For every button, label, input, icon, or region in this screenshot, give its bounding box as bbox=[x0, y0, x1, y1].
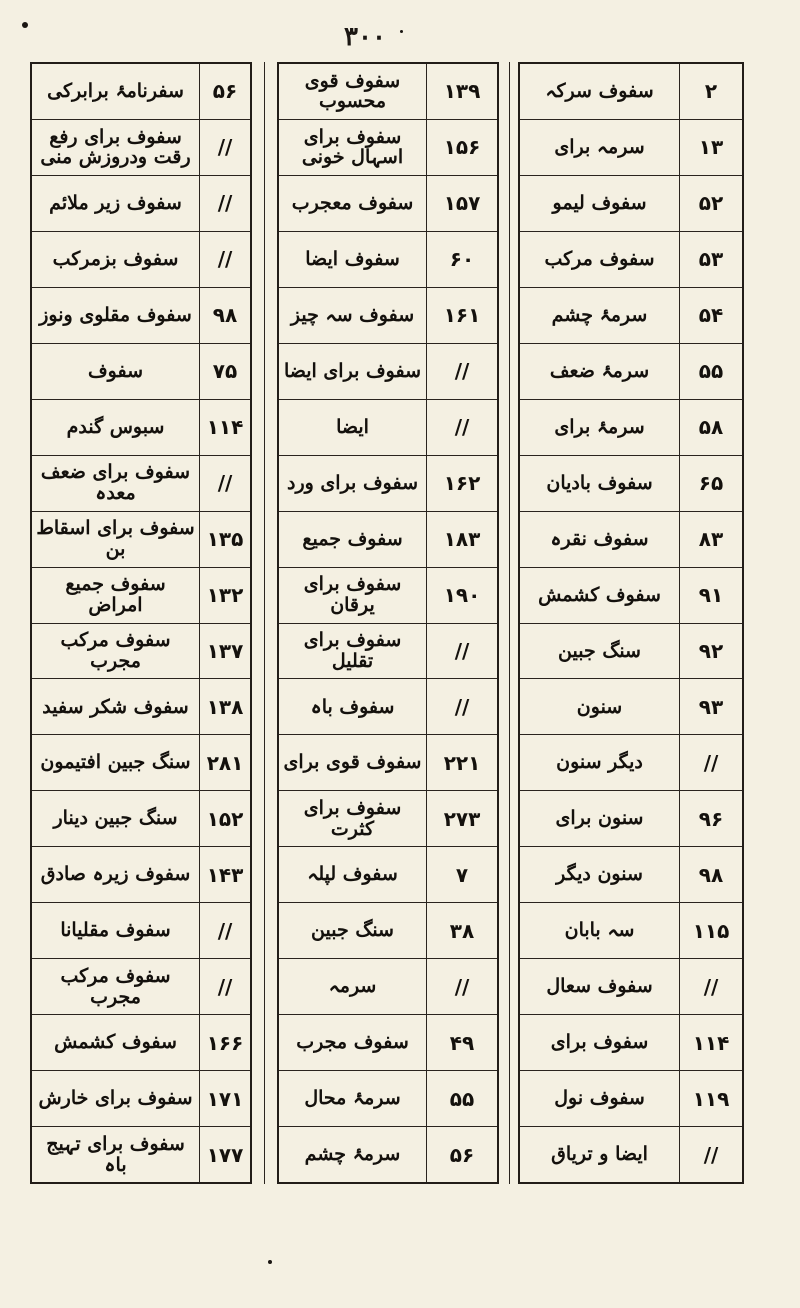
entry-title: سہ بابان bbox=[520, 903, 680, 958]
entry-page-number: ۹۱ bbox=[698, 583, 724, 608]
entry-page-number: ۵۲ bbox=[698, 191, 724, 216]
index-row bbox=[279, 791, 497, 847]
index-row bbox=[279, 1127, 497, 1182]
entry-title: سفوف کشمش bbox=[520, 568, 680, 623]
entry-title: سفوف سرکہ bbox=[520, 64, 680, 119]
index-row bbox=[520, 1127, 742, 1182]
entry-title: سفوف برای اسہال خونی bbox=[279, 120, 427, 175]
index-row bbox=[279, 232, 497, 288]
entry-title: سفوف ایضا bbox=[279, 232, 427, 287]
index-row bbox=[520, 791, 742, 847]
entry-title: سفوف مجرب bbox=[279, 1015, 427, 1070]
entry-title: سنگ جبین bbox=[279, 903, 427, 958]
entry-title: سفوف معجرب bbox=[279, 176, 427, 231]
entry-page-number: ۹۸ bbox=[698, 862, 724, 887]
index-row bbox=[279, 1015, 497, 1071]
entry-page-number: ۱۵۲ bbox=[206, 806, 244, 831]
entry-page-number: ۱۷۷ bbox=[206, 1142, 244, 1167]
entry-title: سفوف bbox=[32, 344, 200, 399]
entry-page-number: ۹۳ bbox=[698, 694, 724, 719]
entry-title: سفوف بادیان bbox=[520, 456, 680, 511]
entry-title: سفوف مرکب مجرب bbox=[32, 624, 200, 679]
index-row bbox=[32, 456, 250, 512]
index-row bbox=[279, 679, 497, 735]
index-row bbox=[32, 903, 250, 959]
entry-page-number: ۸۳ bbox=[698, 527, 724, 552]
index-row bbox=[520, 847, 742, 903]
entry-page-number: // bbox=[217, 191, 233, 216]
entry-page-number: ۱۶۶ bbox=[206, 1030, 244, 1055]
entry-title: سفوف برای تقلیل bbox=[279, 624, 427, 679]
index-row bbox=[32, 1015, 250, 1071]
entry-page-number: // bbox=[217, 974, 233, 999]
index-row bbox=[520, 624, 742, 680]
entry-page-number: ۵۶ bbox=[212, 79, 238, 104]
entry-title: سنگ جبین bbox=[520, 624, 680, 679]
entry-title: سفوف برای کثرت bbox=[279, 791, 427, 846]
entry-title: سفوف کشمش bbox=[32, 1015, 200, 1070]
ink-spot bbox=[400, 30, 403, 33]
index-row bbox=[32, 288, 250, 344]
index-row bbox=[520, 679, 742, 735]
entry-page-number: ۴۹ bbox=[449, 1030, 475, 1055]
entry-title: سفوف شکر سفید bbox=[32, 679, 200, 734]
entry-page-number: ۹۶ bbox=[698, 806, 724, 831]
entry-page-number: ۲۲۱ bbox=[443, 750, 481, 775]
page-number: ۳۰۰ bbox=[344, 22, 386, 52]
entry-page-number: ۱۶۱ bbox=[443, 303, 481, 328]
entry-page-number: ۵۵ bbox=[698, 359, 724, 384]
entry-page-number: // bbox=[217, 918, 233, 943]
entry-title: سفرنامۂ برابرکی bbox=[32, 64, 200, 119]
index-row bbox=[32, 64, 250, 120]
index-row bbox=[520, 400, 742, 456]
entry-page-number: ۶۰ bbox=[449, 247, 475, 272]
index-column-left bbox=[30, 62, 252, 1184]
entry-title: سفوف مرکب bbox=[520, 232, 680, 287]
index-row bbox=[32, 344, 250, 400]
ink-spot bbox=[22, 22, 28, 28]
index-row bbox=[32, 735, 250, 791]
entry-page-number: ۱۶۲ bbox=[443, 471, 481, 496]
index-row bbox=[32, 176, 250, 232]
entry-title: سفوف سہ چیز bbox=[279, 288, 427, 343]
index-row bbox=[32, 232, 250, 288]
index-row bbox=[520, 120, 742, 176]
entry-page-number: // bbox=[217, 247, 233, 272]
index-row bbox=[32, 568, 250, 624]
index-row bbox=[279, 120, 497, 176]
entry-title: سفوف برای bbox=[520, 1015, 680, 1070]
entry-title: سفوف بزمرکب bbox=[32, 232, 200, 287]
entry-title: سفوف نول bbox=[520, 1071, 680, 1126]
index-row bbox=[32, 959, 250, 1015]
entry-title: سفوف باہ bbox=[279, 679, 427, 734]
index-row bbox=[279, 847, 497, 903]
index-row bbox=[279, 344, 497, 400]
entry-page-number: ۱۳۹ bbox=[443, 79, 481, 104]
index-row bbox=[32, 512, 250, 568]
entry-title: سرمۂ چشم bbox=[279, 1127, 427, 1182]
entry-title: سفوف برای خارش bbox=[32, 1071, 200, 1126]
index-row bbox=[520, 735, 742, 791]
entry-page-number: // bbox=[454, 415, 470, 440]
entry-title: سفوف برای یرقان bbox=[279, 568, 427, 623]
index-row bbox=[32, 1127, 250, 1182]
index-row bbox=[520, 903, 742, 959]
entry-title: سفوف زیر ملائم bbox=[32, 176, 200, 231]
entry-title: سنون دیگر bbox=[520, 847, 680, 902]
index-row bbox=[520, 176, 742, 232]
entry-title: سرمۂ محال bbox=[279, 1071, 427, 1126]
entry-title: سفوف قوی برای bbox=[279, 735, 427, 790]
entry-title: سفوف مقلیانا bbox=[32, 903, 200, 958]
index-row bbox=[32, 791, 250, 847]
entry-title: سفوف لپلہ bbox=[279, 847, 427, 902]
index-row bbox=[520, 64, 742, 120]
index-row bbox=[520, 568, 742, 624]
entry-title: سفوف لیمو bbox=[520, 176, 680, 231]
index-row bbox=[520, 1071, 742, 1127]
index-row bbox=[279, 176, 497, 232]
entry-page-number: ۱۳۷ bbox=[206, 639, 244, 663]
index-row bbox=[32, 679, 250, 735]
entry-title: سفوف قوی محسوب bbox=[279, 64, 427, 119]
entry-title: سبوس گندم bbox=[32, 400, 200, 455]
index-row bbox=[32, 1071, 250, 1127]
entry-title: سفوف برای اسقاط بن bbox=[32, 512, 200, 567]
entry-title: سفوف جمیع امراض bbox=[32, 568, 200, 623]
index-row bbox=[279, 64, 497, 120]
entry-page-number: ۱۹۰ bbox=[443, 583, 481, 608]
entry-title: سفوف برای رفع رقت ودروزش منی bbox=[32, 120, 200, 175]
entry-title: سفوف برای ورد bbox=[279, 456, 427, 511]
entry-page-number: ۵۸ bbox=[698, 415, 724, 440]
entry-page-number: ۵۵ bbox=[449, 1086, 475, 1111]
entry-page-number: ۱۱۵ bbox=[692, 918, 730, 943]
entry-page-number: ۱۳۸ bbox=[206, 694, 244, 719]
entry-page-number: ۱۳۵ bbox=[206, 527, 244, 552]
index-row bbox=[279, 959, 497, 1015]
column-divider bbox=[264, 62, 265, 1184]
index-row bbox=[32, 120, 250, 176]
index-row bbox=[520, 456, 742, 512]
entry-page-number: ۶۵ bbox=[698, 471, 724, 496]
entry-page-number: ۱۸۳ bbox=[443, 527, 481, 552]
entry-page-number: ۵۶ bbox=[449, 1142, 475, 1167]
index-row bbox=[32, 624, 250, 680]
entry-title: سفوف سعال bbox=[520, 959, 680, 1014]
entry-page-number: ۱۱۴ bbox=[692, 1030, 730, 1055]
index-row bbox=[520, 959, 742, 1015]
entry-page-number: ۱۱۴ bbox=[206, 415, 244, 440]
index-column-right bbox=[518, 62, 744, 1184]
entry-page-number: ۲ bbox=[704, 79, 718, 104]
entry-page-number: // bbox=[703, 1142, 719, 1167]
entry-page-number: ۵۳ bbox=[698, 247, 724, 272]
index-row bbox=[279, 903, 497, 959]
entry-page-number: ۲۷۳ bbox=[443, 806, 481, 831]
entry-title: سفوف نقرہ bbox=[520, 512, 680, 567]
entry-title: سنون برای bbox=[520, 791, 680, 846]
entry-page-number: ۱۷۱ bbox=[206, 1086, 244, 1111]
index-row bbox=[520, 288, 742, 344]
entry-page-number: ۱۵۶ bbox=[443, 135, 481, 160]
entry-title: سرمۂ چشم bbox=[520, 288, 680, 343]
entry-title: سفوف مقلوی ونوز bbox=[32, 288, 200, 343]
entry-title: سفوف برای تہیج باہ bbox=[32, 1127, 200, 1182]
index-row bbox=[520, 512, 742, 568]
index-row bbox=[32, 400, 250, 456]
entry-page-number: // bbox=[454, 359, 470, 384]
entry-page-number: // bbox=[703, 974, 719, 999]
entry-page-number: ۱۱۹ bbox=[692, 1086, 730, 1111]
entry-title: ایضا و تریاق bbox=[520, 1127, 680, 1182]
entry-title: سنگ جبین دینار bbox=[32, 791, 200, 846]
entry-page-number: // bbox=[454, 694, 470, 719]
entry-title: سرمۂ برای bbox=[520, 400, 680, 455]
entry-page-number: ۷ bbox=[455, 862, 469, 887]
entry-title: سفوف برای ایضا bbox=[279, 344, 427, 399]
entry-title: سنگ جبین افتیمون bbox=[32, 735, 200, 790]
entry-title: سرمہ bbox=[279, 959, 427, 1014]
index-row bbox=[279, 735, 497, 791]
entry-page-number: // bbox=[217, 135, 233, 160]
index-row bbox=[279, 568, 497, 624]
ink-spot bbox=[268, 1260, 272, 1264]
entry-page-number: // bbox=[454, 974, 470, 999]
column-divider bbox=[509, 62, 510, 1184]
index-row bbox=[279, 456, 497, 512]
index-row bbox=[279, 400, 497, 456]
entry-title: ایضا bbox=[279, 400, 427, 455]
entry-page-number: ۵۴ bbox=[698, 303, 724, 328]
index-row bbox=[520, 1015, 742, 1071]
entry-page-number: ۳۸ bbox=[449, 918, 475, 943]
index-row bbox=[520, 344, 742, 400]
entry-page-number: ۹۸ bbox=[212, 303, 238, 328]
entry-page-number: ۱۴۳ bbox=[206, 862, 244, 887]
entry-page-number: ۲۸۱ bbox=[206, 750, 244, 775]
index-column-middle bbox=[277, 62, 499, 1184]
entry-page-number: ۱۵۷ bbox=[443, 191, 481, 216]
entry-title: سفوف جمیع bbox=[279, 512, 427, 567]
entry-title: سنون bbox=[520, 679, 680, 734]
entry-page-number: ۱۳ bbox=[698, 135, 724, 160]
index-row bbox=[520, 232, 742, 288]
entry-title: سرمۂ ضعف bbox=[520, 344, 680, 399]
entry-page-number: // bbox=[703, 750, 719, 775]
entry-title: سفوف برای ضعف معدہ bbox=[32, 456, 200, 511]
index-row bbox=[279, 288, 497, 344]
entry-page-number: // bbox=[454, 639, 470, 663]
index-row bbox=[279, 512, 497, 568]
index-row bbox=[279, 1071, 497, 1127]
entry-page-number: // bbox=[217, 471, 233, 496]
index-row bbox=[279, 624, 497, 680]
entry-title: سرمہ برای bbox=[520, 120, 680, 175]
entry-title: دیگر سنون bbox=[520, 735, 680, 790]
entry-page-number: ۷۵ bbox=[212, 359, 238, 384]
entry-page-number: ۹۲ bbox=[698, 639, 724, 663]
entry-title: سفوف مرکب مجرب bbox=[32, 959, 200, 1014]
entry-page-number: ۱۳۲ bbox=[206, 583, 244, 608]
entry-title: سفوف زیرہ صادق bbox=[32, 847, 200, 902]
index-row bbox=[32, 847, 250, 903]
